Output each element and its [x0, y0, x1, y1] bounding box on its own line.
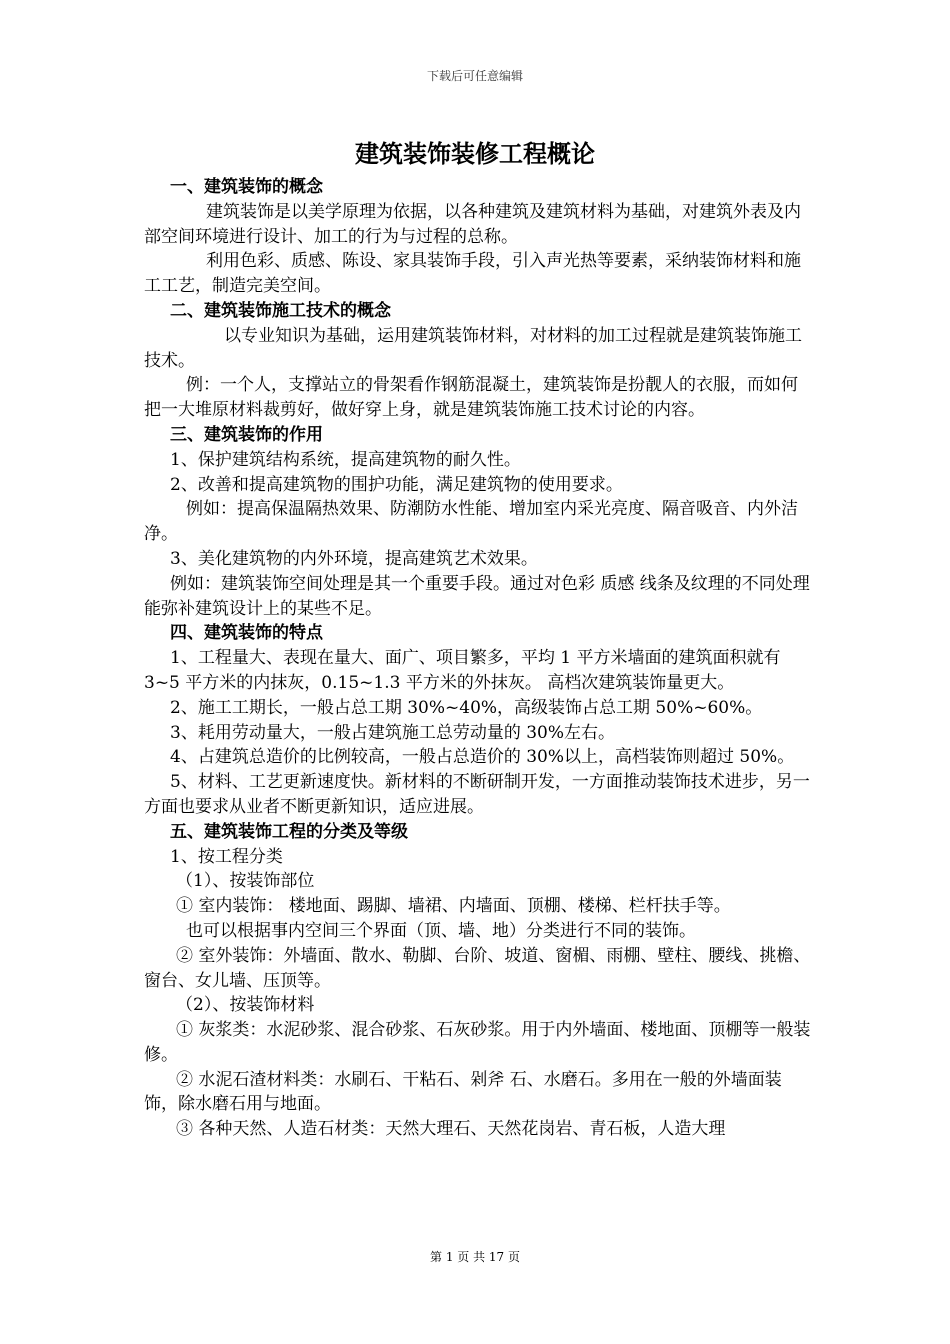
body-paragraph: ① 室内装饰： 楼地面、踢脚、墙裙、内墙面、顶棚、楼梯、栏杆扶手等。: [176, 896, 731, 917]
page-footer: 第 1 页 共 17 页: [430, 1250, 520, 1264]
page-header: 下载后可任意编辑: [426, 69, 523, 83]
document-body: [144, 175, 812, 1142]
body-paragraph: 3、美化建筑物的内外环境，提高建筑艺术效果。: [170, 548, 538, 569]
body-paragraph: （1）、按装饰部位: [176, 871, 315, 892]
body-paragraph: 建筑装饰是以美学原理为依据，以各种建筑及建筑材料为基础，对建筑外表及内部空间环境进行设计、加工的行为与过程的总称。: [144, 201, 801, 247]
body-paragraph: 2、施工工期长，一般占总工期 30%~40%，高级装饰占总工期 50%~60%。: [170, 697, 763, 718]
body-paragraph: ③ 各种天然、人造石材类：天然大理石、天然花岗岩、青石板，人造大理: [176, 1119, 726, 1140]
body-paragraph: 例如：建筑装饰空间处理是其一个重要手段。通过对色彩 质感 线条及纹理的不同处理能弥补建筑设计上的某些不足。: [144, 573, 810, 619]
body-paragraph: 1、按工程分类: [170, 846, 283, 867]
body-paragraph: 也可以根据事内空间三个界面（顶、墙、地）分类进行不同的装饰。: [186, 920, 696, 941]
body-paragraph: 例如：提高保温隔热效果、防潮防水性能、增加室内采光亮度、隔音吸音、内外洁净。: [144, 499, 798, 545]
body-paragraph: 4、占建筑总造价的比例较高，一般占总造价的 30%以上，高档装饰则超过 50%。: [170, 747, 795, 768]
section-heading: 二、建筑装饰施工技术的概念: [170, 300, 391, 321]
body-paragraph: （2）、按装饰材料: [176, 995, 315, 1016]
document-title: 建筑装饰装修工程概论: [355, 140, 595, 168]
section-heading: 五、建筑装饰工程的分类及等级: [170, 821, 408, 842]
body-paragraph: 1、保护建筑结构系统，提高建筑物的耐久性。: [170, 449, 521, 470]
body-paragraph: 例：一个人，支撑站立的骨架看作钢筋混凝土，建筑装饰是扮靓人的衣服，而如何把一大堆原材料裁剪好，做好穿上身，就是建筑装饰施工技术讨论的内容。: [144, 375, 798, 421]
body-paragraph: ② 水泥石渣材料类：水刷石、干粘石、剁斧 石、水磨石。多用在一般的外墙面装饰，除水磨石用与地面。: [144, 1069, 782, 1115]
body-paragraph: 5、材料、工艺更新速度快。新材料的不断研制开发，一方面推动装饰技术进步，另一方面也要求从业者不断更新知识，适应进展。: [144, 772, 810, 817]
body-paragraph: 以专业知识为基础，运用建筑装饰材料，对材料的加工过程就是建筑装饰施工技术。: [144, 325, 802, 371]
body-paragraph: 2、改善和提高建筑物的围护功能，满足建筑物的使用要求。: [170, 474, 623, 495]
section-heading: 三、建筑装饰的作用: [170, 424, 323, 445]
body-paragraph: ② 室外装饰：外墙面、散水、勒脚、台阶、坡道、窗楣、雨棚、壁柱、腰线、挑檐、窗台、女儿墙、压顶等。: [144, 945, 811, 991]
section-heading: 四、建筑装饰的特点: [170, 623, 323, 644]
section-heading: 一、建筑装饰的概念: [170, 177, 323, 197]
body-paragraph: ① 灰浆类：水泥砂浆、混合砂浆、石灰砂浆。用于内外墙面、楼地面、顶棚等一般装修。: [144, 1020, 811, 1065]
body-paragraph: 3、耗用劳动量大，一般占建筑施工总劳动量的 30%左右。: [170, 722, 616, 743]
body-paragraph: 1、工程量大、表现在量大、面广、项目繁多，平均 1 平方米墙面的建筑面积就有 3~5 平方米的内抹灰，0.15~1.3 平方米的外抹灰。 高档次建筑装饰量更大。: [144, 648, 781, 693]
body-paragraph: 利用色彩、质感、陈设、家具装饰手段，引入声光热等要素，采纳装饰材料和施工工艺，制造完美空间。: [144, 251, 801, 297]
